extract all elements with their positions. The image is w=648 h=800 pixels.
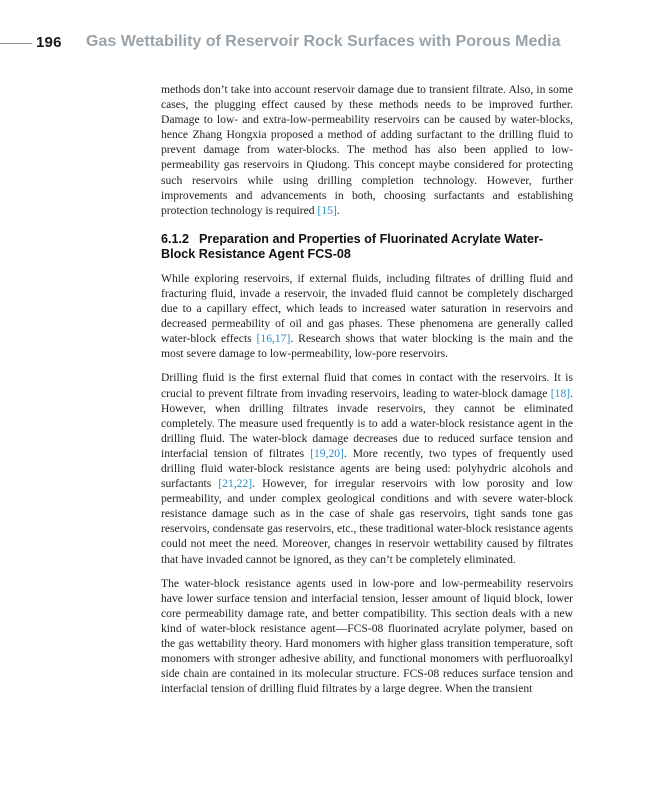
citation-link[interactable]: [19,20] (310, 446, 344, 460)
citation-link[interactable]: [21,22] (218, 477, 253, 491)
paragraph-text: While exploring reservoirs, if external fluids, including filtrates of drilling fluid and fracturing fluid, invade a reservoir, the invaded fluid cannot be completely discharged due to a capillary effect, which leads to increased water saturation in reservoirs and decreased permeability of oil and gas phases. These phenomena are generally called water-block effects (161, 271, 573, 346)
paragraph-fcs-08 (161, 576, 573, 697)
intro-paragraph (161, 82, 573, 218)
citation-link[interactable]: [16,17] (256, 332, 291, 346)
paragraph-text: Drilling fluid is the first external fluid that comes in contact with the reservoirs. It is crucial to prevent filtrate from invading reservoirs, leading to water-block damage (161, 371, 573, 400)
paragraph-text: . However, when drilling filtrates invade reservoirs, they cannot be eliminated completely. The measure used frequently is to add a water-block resistance agent in the drilling fluid. The water-block damage decreases due to reduced surface tension and interfacial tension of filtrates (161, 386, 573, 460)
running-title: Gas Wettability of Reservoir Rock Surfaces with Porous Media (86, 33, 561, 50)
page-number: 196 (36, 34, 62, 51)
paragraph-text: . Research shows that water blocking is the main and the most severe damage to low-permeability, low-pore reservoirs. (161, 332, 573, 361)
body-text (161, 82, 573, 705)
header-rule (0, 43, 32, 44)
paragraph-water-block-effects (161, 271, 573, 362)
section-title: Preparation and Properties of Fluorinated Acrylate Water-Block Resistance Agent FCS-08 (161, 231, 544, 262)
citation-link[interactable]: [15] (317, 203, 337, 217)
paragraph-text: The water-block resistance agents used in low-pore and low-permeability reservoirs have lower surface tension and interfacial tension, lesser amount of liquid block, lower core permeability damage rate, and better compatibility. This section deals with a new kind of water-block resistance agent—FCS-08 fluorinated acrylate polymer, based on the gas wettability theory. Hard monomers with higher glass transition temperature, soft monomers with stronger adhesive ability, and functional monomers with perfluoroalkyl side chain are contained in its molecular structure. FCS-08 reduces surface tension and interfacial tension of drilling fluid filtrates by a large degree. When the transient (161, 576, 573, 696)
paragraph-text: . However, for irregular reservoirs with low porosity and low permeability, and under complex geological conditions and with severe water-block resistance damage such as in the case of shale gas reservoirs, tight sands tone gas reservoirs, condensate gas reservoirs, etc., these traditional water-block resistance agents could not meet the need. Moreover, changes in reservoir wettability caused by filtrates that have invaded cannot be ignored, as they can’t be completely eliminated. (161, 477, 573, 566)
citation-link[interactable]: [18] (550, 386, 571, 400)
section-number: 6.1.2 (161, 231, 190, 246)
intro-text: methods don’t take into account reservoir damage due to transient filtrate. Also, in some cases, the plugging effect caused by these methods needs to be improved further. Damage to low- and extra-low-permeability reservoirs can be caused by water-blocks, hence Zhang Hongxia proposed a method of adding surfactant to the drilling fluid to prevent damage from water-blocks. The method has also been applied to low-permeability gas reservoirs in Qiudong. This concept maybe considered for protecting such reservoirs while using drilling completion technology. However, further improvements and advancements in both, choosing surfactants and establishing protection technology is required (161, 83, 573, 217)
section-heading (161, 232, 573, 263)
paragraph-text: . More recently, two types of frequently used drilling fluid water-block resistance agents are being used: polyhydric alcohols and surfactants (161, 446, 574, 491)
paragraph-drilling-fluid (161, 370, 573, 566)
intro-end: . (336, 203, 340, 217)
